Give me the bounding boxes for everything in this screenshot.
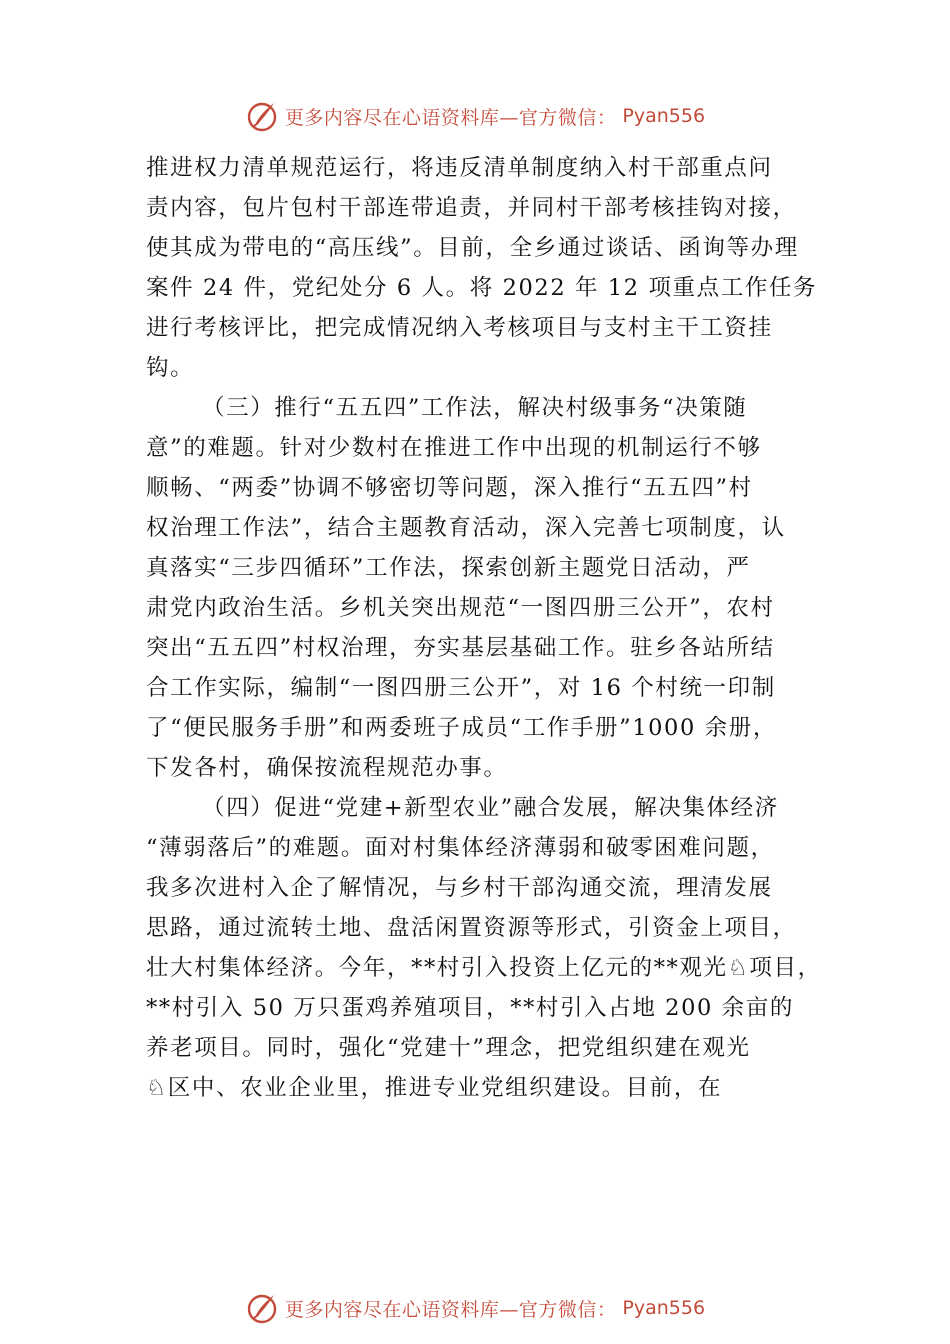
text-line: 我多次进村入企了解情况，与乡村干部沟通交流，理清发展 bbox=[146, 875, 773, 901]
text-line: 肃党内政治生活。乡机关突出规范“一图四册三公开”，农村 bbox=[146, 595, 775, 621]
text-line: （三）推行“五五四”工作法，解决村级事务“决策随 bbox=[202, 395, 748, 421]
text-line: 顺畅、“两委”协调不够密切等问题，深入推行“五五四”村 bbox=[146, 475, 753, 501]
watermark-wechat-id: Pyan556 bbox=[622, 105, 706, 127]
text-line: 合工作实际，编制“一图四册三公开”，对 16 个村统一印制 bbox=[146, 675, 776, 701]
text-line: 责内容，包片包村干部连带追责，并同村干部考核挂钩对接， bbox=[146, 195, 797, 221]
text-line: 下发各村，确保按流程规范办事。 bbox=[146, 755, 508, 781]
text-line: 突出“五五四”村权治理，夯实基层基础工作。驻乡各站所结 bbox=[146, 635, 775, 661]
header-watermark bbox=[0, 96, 950, 136]
watermark-text: 更多内容尽在心语资料库—官方微信： bbox=[284, 1298, 617, 1321]
text-line: 钩。 bbox=[146, 355, 195, 381]
footer-watermark bbox=[0, 1288, 950, 1328]
text-line: **村引入 50 万只蛋鸡养殖项目，**村引入占地 200 余亩的 bbox=[146, 995, 794, 1021]
quill-seal-icon bbox=[245, 1291, 279, 1325]
text-line: ♘区中、农业企业里，推进专业党组织建设。目前，在 bbox=[146, 1075, 723, 1101]
paragraph-1 bbox=[146, 148, 836, 388]
text-line: 使其成为带电的“高压线”。目前，全乡通过谈话、函询等办理 bbox=[146, 235, 799, 261]
watermark-text: 更多内容尽在心语资料库—官方微信： bbox=[284, 106, 617, 129]
quill-seal-icon bbox=[245, 99, 279, 133]
text-line: 意”的难题。针对少数村在推进工作中出现的机制运行不够 bbox=[146, 435, 762, 461]
text-line: 了“便民服务手册”和两委班子成员“工作手册”1000 余册， bbox=[146, 715, 777, 741]
text-line: 权治理工作法”，结合主题教育活动，深入完善七项制度，认 bbox=[146, 515, 786, 541]
text-line: “薄弱落后”的难题。面对村集体经济薄弱和破零困难问题， bbox=[146, 835, 775, 861]
text-line: 真落实“三步四循环”工作法，探索创新主题党日活动，严 bbox=[146, 555, 751, 581]
watermark-wechat-id: Pyan556 bbox=[622, 1297, 706, 1319]
paragraph-2 bbox=[146, 388, 836, 788]
paragraph-3 bbox=[146, 788, 836, 1108]
text-line: （四）促进“党建+新型农业”融合发展，解决集体经济 bbox=[202, 795, 779, 821]
text-line: 案件 24 件，党纪处分 6 人。将 2022 年 12 项重点工作任务 bbox=[146, 275, 818, 301]
text-line: 推进权力清单规范运行，将违反清单制度纳入村干部重点问 bbox=[146, 155, 773, 181]
text-line: 思路，通过流转土地、盘活闲置资源等形式，引资金上项目， bbox=[146, 915, 797, 941]
document-body bbox=[146, 148, 836, 1108]
text-line: 壮大村集体经济。今年，**村引入投资上亿元的**观光♘项目， bbox=[146, 955, 822, 981]
text-line: 养老项目。同时，强化“党建十”理念，把党组织建在观光 bbox=[146, 1035, 751, 1061]
text-line: 进行考核评比，把完成情况纳入考核项目与支村主干工资挂 bbox=[146, 315, 773, 341]
